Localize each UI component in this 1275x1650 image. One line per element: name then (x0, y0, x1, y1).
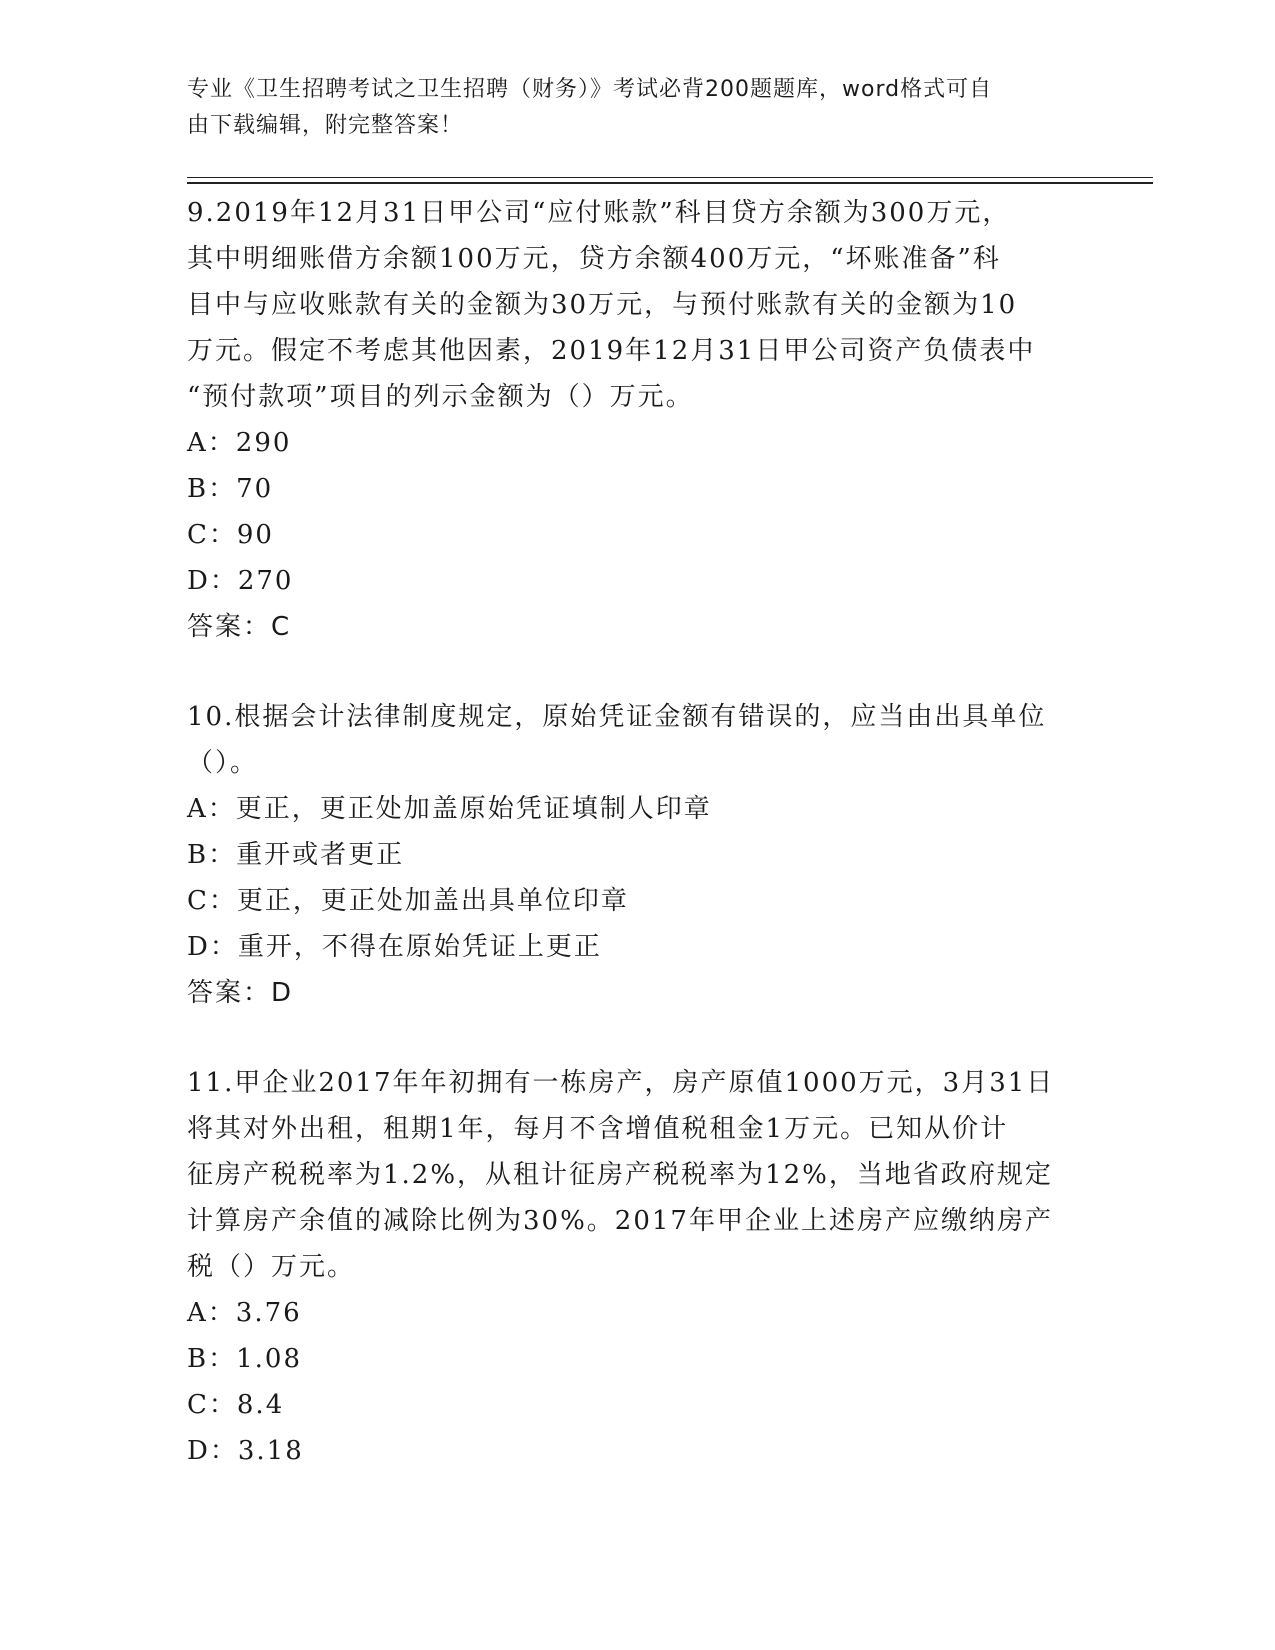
header-line-2: 由下载编辑，附完整答案！ (187, 113, 464, 138)
header-divider-thick (187, 182, 1153, 184)
question-list (187, 190, 1067, 1474)
option-d: D：3.18 (187, 1436, 304, 1466)
header-divider-thin (187, 177, 1153, 178)
stem-line: 将其对外出租，租期1年，每月不含增值税租金1万元。已知从价计 (187, 1114, 1009, 1144)
option-a: A：更正，更正处加盖原始凭证填制人印章 (187, 794, 712, 824)
question-stem (187, 694, 1067, 786)
document-header (187, 72, 1067, 144)
option-b: B：重开或者更正 (187, 840, 405, 870)
stem-line: 征房产税税率为1.2%，从租计征房产税税率为12%，当地省政府规定 (187, 1160, 1053, 1190)
option-a: A：3.76 (187, 1298, 302, 1328)
stem-line: 计算房产余值的减除比例为30%。2017年甲企业上述房产应缴纳房产 (187, 1206, 1053, 1236)
option-c: C：8.4 (187, 1390, 285, 1420)
question-10 (187, 694, 1067, 1016)
stem-line: 其中明细账借方余额100万元，贷方余额400万元，“坏账准备”科 (187, 244, 1001, 274)
stem-line: 9.2019年12月31日甲公司“应付账款”科目贷方余额为300万元， (187, 198, 1011, 228)
option-b: B：1.08 (187, 1344, 302, 1374)
header-line-1: 专业《卫生招聘考试之卫生招聘（财务）》考试必背200题题库，word格式可自 (187, 77, 993, 102)
option-c: C：更正，更正处加盖出具单位印章 (187, 886, 629, 916)
stem-line: “预付款项”项目的列示金额为（）万元。 (187, 382, 694, 412)
stem-line: 10.根据会计法律制度规定，原始凭证金额有错误的，应当由出具单位 (187, 702, 1047, 732)
answer-line: 答案：D (187, 978, 294, 1008)
stem-line: 目中与应收账款有关的金额为30万元，与预付账款有关的金额为10 (187, 290, 1018, 320)
option-a: A：290 (187, 428, 292, 458)
question-9 (187, 190, 1067, 650)
stem-line: 万元。假定不考虑其他因素，2019年12月31日甲公司资产负债表中 (187, 336, 1036, 366)
answer-line: 答案：C (187, 612, 292, 642)
stem-line: （）。 (187, 748, 259, 778)
question-stem (187, 1060, 1067, 1290)
stem-line: 11.甲企业2017年年初拥有一栋房产，房产原值1000万元，3月31日 (187, 1068, 1055, 1098)
stem-line: 税（）万元。 (187, 1252, 356, 1282)
question-11 (187, 1060, 1067, 1474)
question-stem (187, 190, 1067, 420)
option-c: C：90 (187, 520, 274, 550)
option-d: D：270 (187, 566, 294, 596)
option-b: B：70 (187, 474, 274, 504)
option-d: D：重开，不得在原始凭证上更正 (187, 932, 602, 962)
